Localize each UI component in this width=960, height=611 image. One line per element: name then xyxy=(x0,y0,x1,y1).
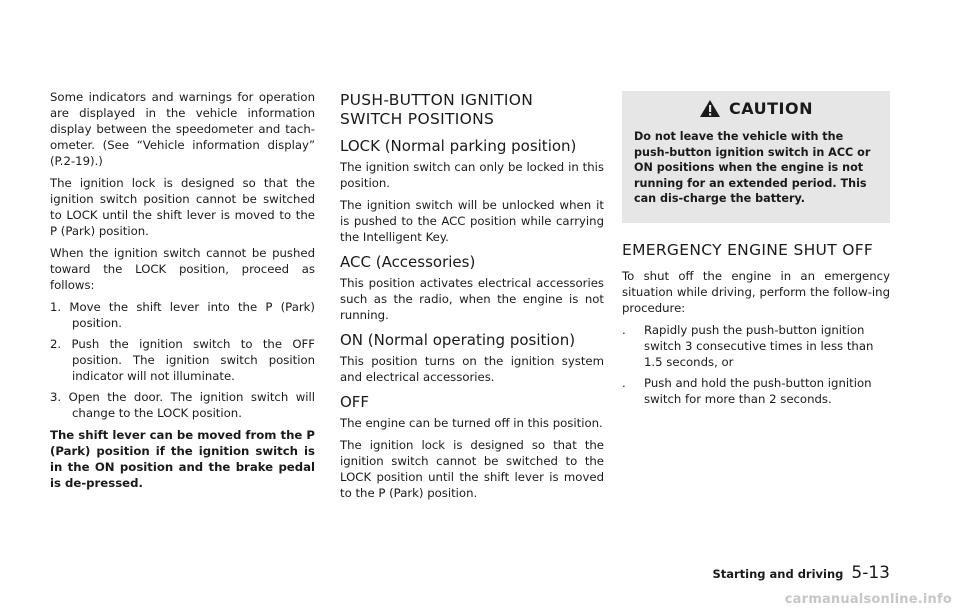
caution-text: Do not leave the vehicle with the push-button ignition switch in ACC or ON positions when the engine is not running for an extended period. This can dis-charge the battery. xyxy=(634,130,871,205)
section-title xyxy=(340,91,604,129)
intro-paragraph: Some indicators and warnings for operation are displayed in the vehicle information display between the speedometer and tach-ometer. (See “Vehicle information display” (P.2-19).) xyxy=(50,90,315,168)
off-heading: OFF xyxy=(340,393,370,411)
lock-paragraph: The ignition switch will be unlocked when it is pushed to the ACC position while carrying the Intelligent Key. xyxy=(340,198,604,244)
shift-lever-note: The shift lever can be moved from the P (Park) position if the ignition switch is in the ON position and the brake pedal is de-pressed. xyxy=(50,428,315,490)
ignition-lock-paragraph: The ignition lock is designed so that the ignition switch position cannot be switched to LOCK until the shift lever is moved to the P (Park) position. xyxy=(50,176,315,238)
lock-paragraph: The ignition switch can only be locked in this position. xyxy=(340,160,604,190)
procedure-intro-paragraph: When the ignition switch cannot be pushed toward the LOCK position, proceed as follows: xyxy=(50,246,315,292)
page-footer xyxy=(712,563,890,583)
bullet-text: Push and hold the push-button ignition switch for more than 2 seconds. xyxy=(644,375,872,406)
procedure-step: 2. Push the ignition switch to the OFF position. The ignition switch position indicator will not illuminate. xyxy=(50,337,315,383)
middle-column xyxy=(340,89,604,507)
lock-heading: LOCK (Normal parking position) xyxy=(340,137,577,155)
emergency-title: EMERGENCY ENGINE SHUT OFF xyxy=(622,240,874,259)
bullet-mark: . xyxy=(622,375,626,390)
acc-heading: ACC (Accessories) xyxy=(340,253,476,271)
section-title-line1: PUSH-BUTTON IGNITION xyxy=(340,91,534,109)
bullet-text: Rapidly push the push-button ignition switch 3 consecutive times in less than 1.5 seconds, or xyxy=(644,322,874,369)
procedure-step: 3. Open the door. The ignition switch will change to the LOCK position. xyxy=(50,390,315,420)
section-title-line2: SWITCH POSITIONS xyxy=(340,110,495,128)
acc-paragraph: This position activates electrical accessories such as the radio, when the engine is not running. xyxy=(340,276,604,322)
caution-title: CAUTION xyxy=(729,98,813,118)
emergency-bullet-list xyxy=(622,322,890,407)
procedure-steps-list xyxy=(50,299,315,421)
list-item xyxy=(622,322,890,370)
off-paragraph: The engine can be turned off in this position. xyxy=(340,416,603,430)
watermark: carmanualsonline.info xyxy=(784,592,952,607)
procedure-step: 1. Move the shift lever into the P (Park) position. xyxy=(50,300,315,330)
on-paragraph: This position turns on the ignition system and electrical accessories. xyxy=(340,354,604,384)
bullet-mark: . xyxy=(622,322,626,337)
off-paragraph: The ignition lock is designed so that the ignition switch cannot be switched to the LOCK position until the shift lever is moved to the P (Park) position. xyxy=(340,438,604,500)
left-column xyxy=(50,89,315,497)
emergency-paragraph: To shut off the engine in an emergency situation while driving, perform the follow-ing procedure: xyxy=(622,268,890,315)
right-column xyxy=(622,91,890,412)
page-number: 5-13 xyxy=(851,563,890,583)
on-heading: ON (Normal operating position) xyxy=(340,331,576,349)
caution-box xyxy=(622,91,890,223)
list-item xyxy=(622,375,890,407)
caution-header xyxy=(634,91,878,125)
warning-triangle-icon xyxy=(699,99,721,118)
footer-section-name: Starting and driving xyxy=(712,567,844,581)
